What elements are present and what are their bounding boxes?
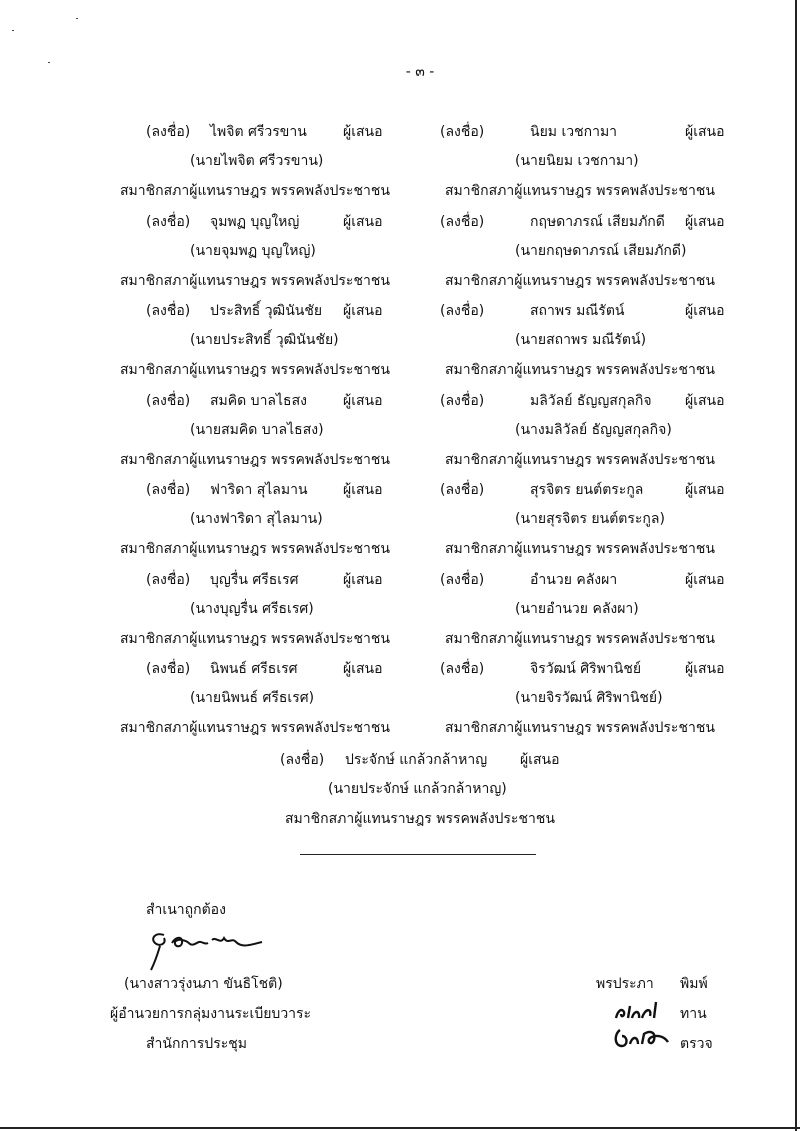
- sign-label: (ลงชื่อ): [146, 303, 191, 319]
- proposer-label: ผู้เสนอ: [685, 572, 725, 588]
- signatory-printed-name: (นายจิรวัฒน์ ศิริพานิชย์): [515, 690, 663, 706]
- member-title: สมาชิกสภาผู้แทนราษฎร พรรคพลังประชาชน: [445, 362, 715, 378]
- page-border-right: [795, 0, 797, 1131]
- proposer-label: ผู้เสนอ: [343, 482, 383, 498]
- proposer-label: ผู้เสนอ: [520, 752, 560, 768]
- sign-label: (ลงชื่อ): [440, 124, 485, 140]
- member-title: สมาชิกสภาผู้แทนราษฎร พรรคพลังประชาชน: [445, 541, 715, 557]
- member-title: สมาชิกสภาผู้แทนราษฎร พรรคพลังประชาชน: [120, 452, 390, 468]
- sign-label: (ลงชื่อ): [146, 572, 191, 588]
- signatory-signed-name: นิพนธ์ ศรีธเรศ: [210, 661, 298, 677]
- certifier-office: สำนักการประชุม: [146, 1036, 247, 1052]
- signatory-printed-name: (นายกฤษดาภรณ์ เสียมภักดี): [515, 243, 687, 259]
- certifier-position: ผู้อำนวยการกลุ่มงานระเบียบวาระ: [110, 1006, 312, 1022]
- signatory-signed-name: กฤษดาภรณ์ เสียมภักดี: [530, 214, 665, 230]
- proposer-label: ผู้เสนอ: [685, 482, 725, 498]
- signatory-printed-name: (นายนิยม เวชกามา): [515, 153, 639, 169]
- signatory-printed-name: (นายสุรจิตร ยนต์ตระกูล): [515, 511, 665, 527]
- proposer-label: ผู้เสนอ: [343, 393, 383, 409]
- signatory-printed-name: (นายสมคิด บาลไธสง): [190, 422, 324, 438]
- member-title: สมาชิกสภาผู้แทนราษฎร พรรคพลังประชาชน: [445, 720, 715, 736]
- signatory-signed-name: มลิวัลย์ ธัญญสกุลกิจ: [530, 393, 652, 409]
- checker-role: ตรวจ: [680, 1036, 713, 1052]
- typist-name: พรประภา: [596, 976, 654, 992]
- scan-speck: [12, 30, 14, 31]
- proposer-label: ผู้เสนอ: [685, 661, 725, 677]
- signatory-printed-name: (นางฟาริดา สุไลมาน): [190, 511, 323, 527]
- signatory-signed-name: สมคิด บาลไธสง: [210, 393, 307, 409]
- member-title: สมาชิกสภาผู้แทนราษฎร พรรคพลังประชาชน: [120, 720, 390, 736]
- signatory-printed-name: (นายประสิทธิ์ วุฒินันชัย): [190, 332, 339, 348]
- member-title: สมาชิกสภาผู้แทนราษฎร พรรคพลังประชาชน: [120, 362, 390, 378]
- signatory-printed-name: (นายสถาพร มณีรัตน์): [515, 332, 647, 348]
- sign-label: (ลงชื่อ): [146, 214, 191, 230]
- page-number: - ๓ -: [405, 64, 435, 80]
- signatory-printed-name: (นายจุมพฏ บุญใหญ่): [190, 243, 316, 259]
- certifier-name: (นางสาวรุ่งนภา ขันธิโชติ): [124, 976, 283, 992]
- member-title: สมาชิกสภาผู้แทนราษฎร พรรคพลังประชาชน: [120, 273, 390, 289]
- checker-initials: [610, 1022, 674, 1052]
- signatory-signed-name: จิรวัฒน์ ศิริพานิชย์: [530, 661, 642, 677]
- signatory-signed-name: จุมพฏ บุญใหญ่: [210, 214, 300, 230]
- signatory-printed-name: (นายไพจิต ศรีวรขาน): [190, 153, 324, 169]
- signatory-signed-name: ฟาริดา สุไลมาน: [210, 482, 308, 498]
- sign-label: (ลงชื่อ): [146, 482, 191, 498]
- sign-label: (ลงชื่อ): [146, 661, 191, 677]
- signatory-signed-name: สถาพร มณีรัตน์: [530, 303, 625, 319]
- sign-label: (ลงชื่อ): [440, 393, 485, 409]
- page-border-bottom: [0, 1127, 800, 1129]
- proposer-label: ผู้เสนอ: [343, 124, 383, 140]
- signatory-signed-name: บุญรื่น ศรีธเรศ: [210, 572, 299, 588]
- sign-label: (ลงชื่อ): [280, 752, 325, 768]
- proposer-label: ผู้เสนอ: [343, 572, 383, 588]
- reviewer-initials: [612, 998, 662, 1024]
- proposer-label: ผู้เสนอ: [685, 393, 725, 409]
- signatory-printed-name: (นายอำนวย คลังผา): [515, 601, 639, 617]
- sign-label: (ลงชื่อ): [440, 482, 485, 498]
- member-title: สมาชิกสภาผู้แทนราษฎร พรรคพลังประชาชน: [120, 183, 390, 199]
- proposer-label: ผู้เสนอ: [343, 214, 383, 230]
- member-title: สมาชิกสภาผู้แทนราษฎร พรรคพลังประชาชน: [445, 452, 715, 468]
- member-title: สมาชิกสภาผู้แทนราษฎร พรรคพลังประชาชน: [445, 631, 715, 647]
- proposer-label: ผู้เสนอ: [343, 661, 383, 677]
- signatory-signed-name: ประจักษ์ แกล้วกล้าหาญ: [345, 752, 488, 768]
- sign-label: (ลงชื่อ): [146, 393, 191, 409]
- proposer-label: ผู้เสนอ: [343, 303, 383, 319]
- sign-label: (ลงชื่อ): [146, 124, 191, 140]
- signatory-signed-name: ประสิทธิ์ วุฒินันชัย: [210, 303, 323, 319]
- signatory-printed-name: (นายนิพนธ์ ศรีธเรศ): [190, 690, 315, 706]
- reviewer-role: ทาน: [680, 1006, 707, 1022]
- scan-speck: [76, 18, 78, 19]
- signatory-signed-name: สุรจิตร ยนต์ตระกูล: [530, 482, 644, 498]
- sign-label: (ลงชื่อ): [440, 572, 485, 588]
- signatory-printed-name: (นายประจักษ์ แกล้วกล้าหาญ): [328, 781, 507, 797]
- signatory-signed-name: ไพจิต ศรีวรขาน: [210, 124, 307, 140]
- handwritten-signature: [142, 926, 266, 972]
- proposer-label: ผู้เสนอ: [685, 303, 725, 319]
- signatory-printed-name: (นางบุญรื่น ศรีธเรศ): [190, 601, 314, 617]
- signatory-signed-name: อำนวย คลังผา: [530, 572, 618, 588]
- signatory-printed-name: (นางมลิวัลย์ ธัญญสกุลกิจ): [515, 422, 672, 438]
- typist-role: พิมพ์: [680, 976, 708, 992]
- divider-line: [300, 854, 536, 855]
- sign-label: (ลงชื่อ): [440, 303, 485, 319]
- proposer-label: ผู้เสนอ: [685, 214, 725, 230]
- sign-label: (ลงชื่อ): [440, 661, 485, 677]
- member-title: สมาชิกสภาผู้แทนราษฎร พรรคพลังประชาชน: [445, 273, 715, 289]
- sign-label: (ลงชื่อ): [440, 214, 485, 230]
- certified-copy-label: สำเนาถูกต้อง: [146, 902, 226, 918]
- member-title: สมาชิกสภาผู้แทนราษฎร พรรคพลังประชาชน: [445, 183, 715, 199]
- proposer-label: ผู้เสนอ: [685, 124, 725, 140]
- member-title: สมาชิกสภาผู้แทนราษฎร พรรคพลังประชาชน: [285, 811, 555, 827]
- signatory-signed-name: นิยม เวชกามา: [530, 124, 618, 140]
- member-title: สมาชิกสภาผู้แทนราษฎร พรรคพลังประชาชน: [120, 631, 390, 647]
- member-title: สมาชิกสภาผู้แทนราษฎร พรรคพลังประชาชน: [120, 541, 390, 557]
